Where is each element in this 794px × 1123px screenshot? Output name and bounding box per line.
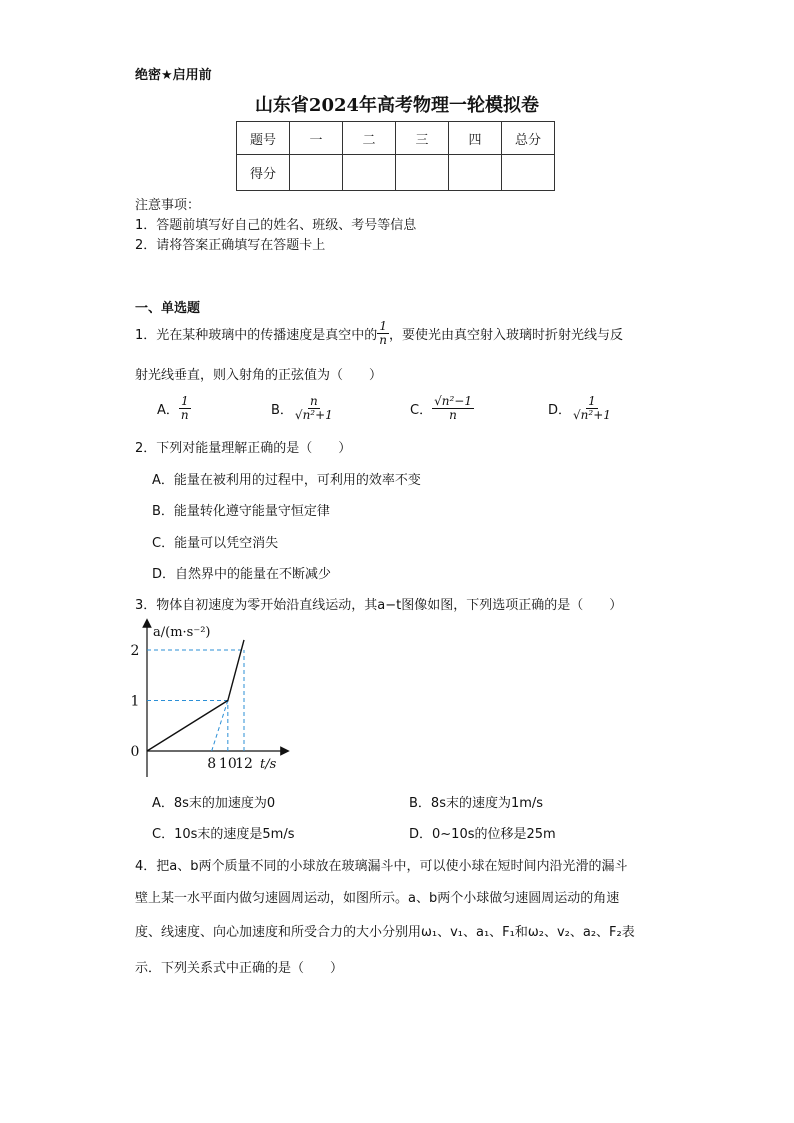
fraction-denominator: n <box>449 407 457 422</box>
secret-mark: 绝密★启用前 <box>135 68 212 83</box>
y-tick-label: 1 <box>130 693 140 710</box>
q2-option-d[interactable]: D．自然界中的能量在不断减少 <box>152 567 332 582</box>
notes-item: 1．答题前填写好自己的姓名、班级、考号等信息 <box>135 218 417 233</box>
score-cell: 四 <box>449 122 502 155</box>
q1-stem-part: 1．光在某种玻璃中的传播速度是真空中的 <box>135 327 378 343</box>
score-cell: 题号 <box>237 122 290 155</box>
x-axis-label: t/s <box>260 757 277 772</box>
a-t-graph <box>125 615 295 780</box>
notes-heading: 注意事项： <box>135 198 201 213</box>
q1-option-b[interactable] <box>271 395 335 421</box>
fraction-numerator: 1 <box>588 394 596 408</box>
y-tick-label: 2 <box>130 643 140 659</box>
q1-option-d[interactable] <box>548 395 613 421</box>
x-tick-label: 12 <box>235 756 253 772</box>
score-cell: 二 <box>343 122 396 155</box>
fraction-denominator: √n²+1 <box>573 407 611 422</box>
q1-stem-line2: 射光线垂直，则入射角的正弦值为（ ） <box>135 368 383 383</box>
q1-option-c[interactable] <box>410 395 474 421</box>
q2-option-b[interactable]: B．能量转化遵守能量守恒定律 <box>152 504 330 519</box>
page-title: 山东省2024年高考物理一轮模拟卷 <box>254 95 540 116</box>
fraction-denominator: n <box>379 332 388 347</box>
fraction-denominator: n <box>180 407 189 422</box>
score-cell: 一 <box>290 122 343 155</box>
option-fraction <box>293 395 335 421</box>
x-tick-label: 10 <box>218 756 237 772</box>
q3-option-c[interactable]: C．10s末的速度是5m/s <box>152 827 295 842</box>
acceleration-series-line <box>147 640 244 751</box>
q1-stem-part: ，要使光由真空射入玻璃时折射光线与反 <box>389 327 624 343</box>
q3-option-a[interactable]: A．8s末的加速度为0 <box>152 796 276 811</box>
score-input-cell[interactable] <box>396 155 449 191</box>
y-axis-label: a/(m·s⁻²) <box>153 625 211 640</box>
q1-option-a[interactable] <box>157 395 191 421</box>
question-4-line: 度、线速度、向心加速度和所受合力的大小分别用ω₁、v₁、a₁、F₁和ω₂、v₂、a₂、F₂表 <box>135 925 635 940</box>
score-input-cell[interactable] <box>343 155 396 191</box>
q3-option-b[interactable]: B．8s末的速度为1m/s <box>409 796 544 811</box>
score-cell: 三 <box>396 122 449 155</box>
fraction-numerator: 1 <box>379 319 387 333</box>
score-input-cell[interactable] <box>502 155 555 191</box>
q2-option-c[interactable]: C．能量可以凭空消失 <box>152 536 279 551</box>
section-title: 一、单选题 <box>135 301 201 316</box>
score-input-cell[interactable] <box>449 155 502 191</box>
fraction-denominator: √n²+1 <box>294 407 333 422</box>
question-4-line: 壁上某一水平面内做匀速圆周运动，如图所示。a、b两个小球做匀速圆周运动的角速 <box>135 891 620 906</box>
dashed-guide <box>212 701 228 752</box>
option-label: A． <box>157 402 179 418</box>
option-fraction <box>571 395 613 421</box>
score-table-score-row <box>237 155 555 191</box>
question-2-stem: 2．下列对能量理解正确的是（ ） <box>135 441 352 456</box>
notes-item: 2．请将答案正确填写在答题卡上 <box>135 238 326 253</box>
x-tick-label: 8 <box>207 756 217 772</box>
fraction-numerator: 1 <box>180 394 189 408</box>
y-tick-label: 0 <box>130 744 140 760</box>
question-4-line: 示．下列关系式中正确的是（ ） <box>135 961 344 976</box>
score-cell: 得分 <box>237 155 290 191</box>
q1-fraction <box>377 320 389 346</box>
fraction-numerator: √n²−1 <box>434 394 472 408</box>
fraction-numerator: n <box>309 394 318 408</box>
option-label: C． <box>410 402 433 418</box>
option-label: D． <box>548 402 572 418</box>
question-4-line: 4．把a、b两个质量不同的小球放在玻璃漏斗中，可以使小球在短时间内沿光滑的漏斗 <box>135 859 628 874</box>
score-table-header-row <box>237 122 555 155</box>
q3-option-d[interactable]: D．0~10s的位移是25m <box>409 827 556 842</box>
q2-option-a[interactable]: A．能量在被利用的过程中，可利用的效率不变 <box>152 473 421 488</box>
option-fraction <box>432 395 474 421</box>
score-table <box>236 121 555 191</box>
score-input-cell[interactable] <box>290 155 343 191</box>
option-fraction <box>179 395 191 421</box>
option-label: B． <box>271 402 293 418</box>
question-1-stem <box>135 320 623 346</box>
score-cell: 总分 <box>502 122 555 155</box>
question-3-stem: 3．物体自初速度为零开始沿直线运动，其a−t图像如图，下列选项正确的是（ ） <box>135 598 623 613</box>
